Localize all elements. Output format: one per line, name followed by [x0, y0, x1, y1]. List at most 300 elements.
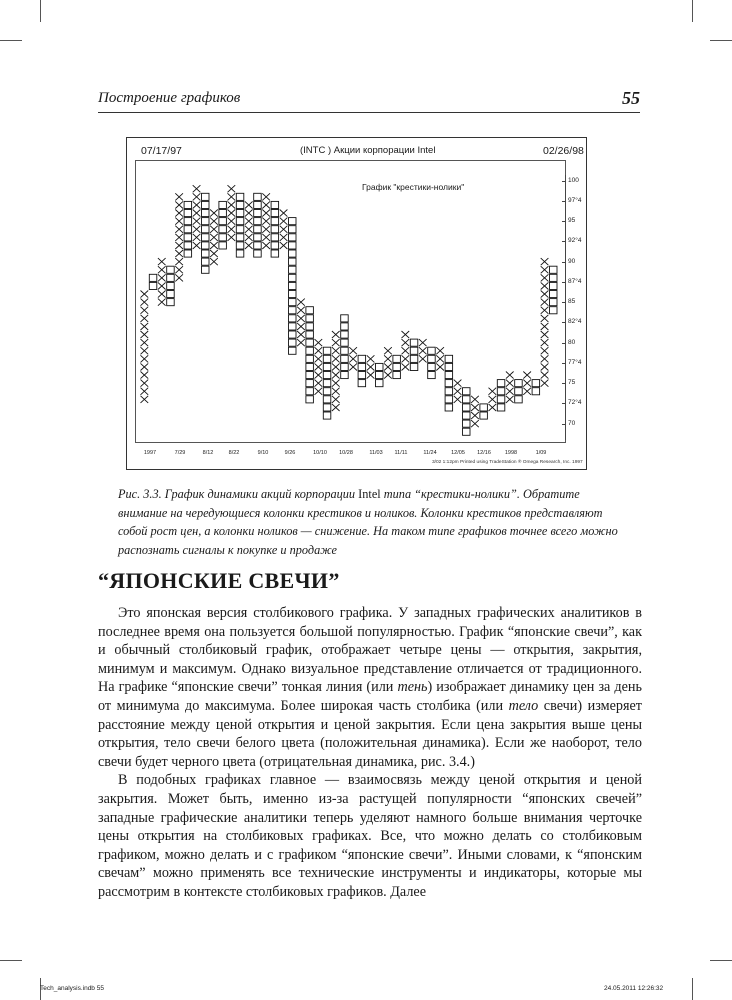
- x-tick-label: 10/10: [313, 450, 327, 456]
- o-box: [306, 380, 314, 387]
- x-box: [210, 218, 218, 225]
- x-box: [158, 274, 166, 281]
- x-box: [297, 323, 305, 330]
- o-box: [271, 242, 279, 249]
- o-box: [289, 299, 297, 306]
- x-box: [541, 331, 549, 338]
- o-box: [497, 396, 505, 403]
- o-box: [550, 291, 558, 298]
- x-box: [489, 396, 497, 403]
- x-box: [228, 210, 236, 217]
- o-box: [323, 347, 331, 354]
- x-box: [454, 380, 462, 387]
- chart-subtitle: График "крестики-нолики": [362, 182, 465, 192]
- o-box: [550, 266, 558, 273]
- x-box: [541, 323, 549, 330]
- x-box: [175, 234, 183, 241]
- x-box: [175, 258, 183, 265]
- o-box: [497, 404, 505, 411]
- x-box: [506, 380, 514, 387]
- text-run: Это японская версия столбикового графика. У западных графических аналитиков в последнее время она пользуется большой популярностью. График “японские свечи”, как и обычный столбиковый график, отображает четыре цены — открытия, закрытия, минимум и максимум. Однако визуальное представление отличается от традиционного. На графике “японские свечи” тонкая линия (или: [98, 605, 642, 696]
- o-box: [167, 291, 175, 298]
- x-box: [245, 226, 253, 233]
- o-box: [532, 380, 540, 387]
- o-box: [306, 323, 314, 330]
- x-box: [506, 372, 514, 379]
- o-box: [306, 388, 314, 395]
- x-box: [262, 193, 270, 200]
- o-box: [341, 315, 349, 322]
- x-box: [193, 193, 201, 200]
- y-tick-label: 92°4: [568, 237, 582, 245]
- o-box: [254, 234, 262, 241]
- x-box: [541, 315, 549, 322]
- x-box: [193, 210, 201, 217]
- o-box: [410, 355, 418, 362]
- o-box: [463, 396, 471, 403]
- o-box: [236, 226, 244, 233]
- o-box: [341, 331, 349, 338]
- x-box: [158, 266, 166, 273]
- o-box: [306, 315, 314, 322]
- x-box: [297, 299, 305, 306]
- o-box: [202, 250, 210, 257]
- o-box: [393, 355, 401, 362]
- chart-start-date: 07/17/97: [141, 145, 182, 157]
- x-box: [280, 234, 288, 241]
- caption-text-2: типа “крестики-нолики”. Обратите внимание на чередующиеся колонки крестиков и ноликов. Колонки крестиков представляют собой рост цен, а колонки ноликов — снижение. На таком типе графиков точнее всего можно распознать сигналы к покупке и продаже: [118, 487, 618, 557]
- chart-heading: (INTC ) Акции корпорации Intel: [300, 145, 436, 156]
- o-box: [341, 339, 349, 346]
- x-box: [228, 234, 236, 241]
- x-box: [349, 347, 357, 354]
- x-box: [141, 315, 149, 322]
- o-box: [515, 396, 523, 403]
- o-box: [532, 388, 540, 395]
- x-box: [297, 331, 305, 338]
- x-box: [245, 201, 253, 208]
- x-box: [141, 372, 149, 379]
- x-box: [210, 250, 218, 257]
- y-tick-label: 80: [568, 338, 576, 346]
- o-box: [202, 201, 210, 208]
- x-box: [262, 242, 270, 249]
- o-box: [323, 363, 331, 370]
- paragraph: [98, 604, 642, 771]
- x-box: [280, 242, 288, 249]
- o-box: [184, 250, 192, 257]
- o-box: [393, 372, 401, 379]
- o-box: [254, 210, 262, 217]
- o-box: [445, 396, 453, 403]
- o-box: [289, 266, 297, 273]
- x-tick-label: 12/16: [477, 450, 491, 456]
- o-box: [202, 193, 210, 200]
- o-box: [480, 412, 488, 419]
- x-box: [315, 372, 323, 379]
- x-box: [315, 339, 323, 346]
- x-box: [297, 307, 305, 314]
- running-header-title: Построение графиков: [98, 90, 241, 106]
- x-tick-label: 8/22: [228, 450, 240, 456]
- o-box: [254, 242, 262, 249]
- o-box: [323, 396, 331, 403]
- o-box: [289, 339, 297, 346]
- page-number: 55: [622, 88, 640, 108]
- o-box: [323, 372, 331, 379]
- x-tick-label: 11/24: [423, 450, 437, 456]
- x-box: [367, 372, 375, 379]
- x-box: [210, 258, 218, 265]
- x-box: [297, 339, 305, 346]
- x-box: [141, 291, 149, 298]
- o-box: [271, 210, 279, 217]
- x-tick-label: 7/29: [174, 450, 186, 456]
- x-box: [210, 242, 218, 249]
- o-box: [202, 210, 210, 217]
- x-box: [523, 380, 531, 387]
- o-box: [202, 266, 210, 273]
- x-tick-label: 11/11: [394, 450, 408, 456]
- x-box: [384, 355, 392, 362]
- o-box: [236, 193, 244, 200]
- o-box: [236, 218, 244, 225]
- o-box: [393, 363, 401, 370]
- o-box: [219, 242, 227, 249]
- x-box: [141, 331, 149, 338]
- o-box: [463, 404, 471, 411]
- x-box: [349, 363, 357, 370]
- o-box: [271, 201, 279, 208]
- y-tick-label: 97°4: [568, 196, 582, 204]
- x-box: [436, 355, 444, 362]
- x-box: [175, 210, 183, 217]
- o-box: [289, 250, 297, 257]
- o-box: [358, 355, 366, 362]
- o-box: [289, 307, 297, 314]
- o-box: [271, 226, 279, 233]
- x-box: [175, 226, 183, 233]
- o-box: [445, 355, 453, 362]
- o-box: [306, 372, 314, 379]
- paragraph: В подобных графиках главное — взаимосвязь между ценой открытия и ценой закрытия. Может быть, именно из-за растущей популярности “японских свечей” западные графические аналитики теперь уделяют намного больше внимания черточке цены открытия на столбиковых графиках. Все, что можно делать со столбиковым графиком, можно делать и с графиком “японские свечи”. Иными словами, к “японским свечам” можно применять все технические инструменты и индикаторы, которые мы рассмотрим в контексте столбиковых графиков. Далее: [98, 772, 642, 900]
- text-run: ) изображает динамику цен за день от минимума до максимума. Более широкая часть столбика (или: [98, 679, 642, 714]
- x-box: [228, 193, 236, 200]
- o-box: [289, 282, 297, 289]
- o-box: [358, 380, 366, 387]
- o-box: [341, 355, 349, 362]
- o-box: [428, 355, 436, 362]
- o-box: [289, 234, 297, 241]
- y-tick-label: 85: [568, 298, 576, 306]
- x-box: [141, 380, 149, 387]
- o-box: [202, 234, 210, 241]
- caption-label: Рис. 3.3.: [118, 487, 162, 501]
- x-box: [332, 388, 340, 395]
- o-box: [184, 226, 192, 233]
- x-box: [471, 412, 479, 419]
- x-box: [193, 201, 201, 208]
- x-box: [193, 218, 201, 225]
- x-box: [541, 291, 549, 298]
- x-box: [541, 339, 549, 346]
- x-box: [506, 388, 514, 395]
- o-box: [428, 372, 436, 379]
- x-tick-label: 1997: [143, 450, 157, 456]
- x-tick-label: 8/12: [202, 450, 214, 456]
- x-box: [158, 291, 166, 298]
- o-box: [497, 388, 505, 395]
- o-box: [236, 250, 244, 257]
- x-tick-label: 9/26: [284, 450, 296, 456]
- x-box: [158, 282, 166, 289]
- o-box: [445, 380, 453, 387]
- y-tick-label: 95: [568, 217, 576, 225]
- o-box: [515, 388, 523, 395]
- o-box: [184, 242, 192, 249]
- x-box: [280, 226, 288, 233]
- x-box: [541, 355, 549, 362]
- x-box: [384, 347, 392, 354]
- x-box: [262, 234, 270, 241]
- o-box: [306, 339, 314, 346]
- o-box: [289, 242, 297, 249]
- o-box: [428, 347, 436, 354]
- x-box: [141, 339, 149, 346]
- x-box: [175, 201, 183, 208]
- o-box: [167, 282, 175, 289]
- o-box: [323, 380, 331, 387]
- o-box: [358, 372, 366, 379]
- o-box: [306, 396, 314, 403]
- x-box: [245, 242, 253, 249]
- x-box: [541, 266, 549, 273]
- x-box: [541, 274, 549, 281]
- o-box: [445, 404, 453, 411]
- x-box: [419, 339, 427, 346]
- x-box: [245, 218, 253, 225]
- x-box: [541, 282, 549, 289]
- o-box: [410, 363, 418, 370]
- x-box: [175, 274, 183, 281]
- x-box: [315, 380, 323, 387]
- o-box: [167, 299, 175, 306]
- caption-company: Intel: [358, 487, 381, 501]
- o-box: [410, 339, 418, 346]
- x-box: [332, 380, 340, 387]
- o-box: [323, 388, 331, 395]
- o-box: [358, 363, 366, 370]
- o-box: [184, 218, 192, 225]
- x-box: [141, 307, 149, 314]
- x-box: [471, 396, 479, 403]
- o-box: [289, 291, 297, 298]
- x-tick-label: 1998: [504, 450, 518, 456]
- footer-timestamp: 24.05.2011 12:26:32: [604, 985, 664, 992]
- o-box: [323, 404, 331, 411]
- x-box: [332, 372, 340, 379]
- x-tick-label: 10/28: [339, 450, 353, 456]
- o-box: [289, 323, 297, 330]
- o-box: [463, 420, 471, 427]
- o-box: [219, 218, 227, 225]
- x-box: [141, 363, 149, 370]
- o-box: [202, 218, 210, 225]
- y-tick-label: 75: [568, 379, 576, 387]
- o-box: [289, 347, 297, 354]
- x-box: [262, 218, 270, 225]
- x-box: [297, 315, 305, 322]
- o-box: [306, 307, 314, 314]
- x-box: [210, 210, 218, 217]
- y-tick-label: 100: [568, 176, 579, 184]
- x-box: [141, 388, 149, 395]
- chart-end-date: 02/26/98: [543, 145, 584, 157]
- o-box: [254, 201, 262, 208]
- o-box: [289, 258, 297, 265]
- x-box: [315, 347, 323, 354]
- o-box: [236, 242, 244, 249]
- o-box: [219, 210, 227, 217]
- x-box: [193, 185, 201, 192]
- o-box: [376, 380, 384, 387]
- x-box: [245, 234, 253, 241]
- text-run: свечи) измеряет расстояние между ценой открытия и ценой закрытия. Если цена закрытия выше цены открытия, тело свечи белого цвета (положительная динамика). Если же наоборот, тело свечи будет черного цвета (отрицательная динамика, рис. 3.4.): [98, 697, 642, 770]
- o-box: [271, 250, 279, 257]
- o-box: [515, 380, 523, 387]
- x-box: [175, 250, 183, 257]
- o-box: [550, 282, 558, 289]
- o-box: [341, 347, 349, 354]
- x-box: [193, 234, 201, 241]
- x-box: [175, 242, 183, 249]
- x-box: [158, 258, 166, 265]
- o-box: [236, 234, 244, 241]
- x-box: [262, 201, 270, 208]
- body-text: [98, 604, 642, 902]
- x-box: [332, 396, 340, 403]
- x-box: [419, 355, 427, 362]
- x-box: [332, 347, 340, 354]
- x-box: [541, 307, 549, 314]
- term-shadow: тень: [397, 679, 428, 696]
- x-box: [332, 363, 340, 370]
- o-box: [202, 242, 210, 249]
- x-box: [419, 347, 427, 354]
- o-box: [550, 274, 558, 281]
- term-body: тело: [508, 697, 539, 714]
- o-box: [376, 372, 384, 379]
- o-box: [341, 372, 349, 379]
- x-box: [228, 201, 236, 208]
- x-box: [262, 226, 270, 233]
- x-box: [228, 226, 236, 233]
- o-box: [167, 266, 175, 273]
- x-box: [471, 404, 479, 411]
- figure-caption: [118, 485, 622, 559]
- o-box: [463, 412, 471, 419]
- o-box: [306, 363, 314, 370]
- o-box: [306, 347, 314, 354]
- x-box: [541, 380, 549, 387]
- o-box: [289, 315, 297, 322]
- x-box: [245, 210, 253, 217]
- caption-text-1: График динамики акций корпорации: [161, 487, 359, 501]
- x-box: [541, 372, 549, 379]
- x-box: [349, 355, 357, 362]
- x-box: [315, 355, 323, 362]
- x-box: [384, 363, 392, 370]
- x-box: [332, 404, 340, 411]
- x-box: [489, 388, 497, 395]
- x-box: [228, 218, 236, 225]
- o-box: [289, 331, 297, 338]
- x-box: [141, 299, 149, 306]
- x-box: [175, 218, 183, 225]
- x-box: [402, 363, 410, 370]
- x-box: [280, 210, 288, 217]
- x-box: [141, 347, 149, 354]
- o-box: [550, 299, 558, 306]
- o-box: [306, 331, 314, 338]
- x-box: [523, 372, 531, 379]
- o-box: [254, 218, 262, 225]
- x-box: [471, 420, 479, 427]
- x-box: [332, 331, 340, 338]
- x-box: [158, 299, 166, 306]
- o-box: [289, 274, 297, 281]
- x-box: [280, 218, 288, 225]
- x-box: [367, 355, 375, 362]
- o-box: [202, 226, 210, 233]
- footer-file-slug: Tech_analysis.indb 55: [40, 985, 104, 992]
- x-box: [141, 396, 149, 403]
- o-box: [341, 363, 349, 370]
- x-box: [315, 388, 323, 395]
- x-box: [193, 242, 201, 249]
- o-box: [236, 210, 244, 217]
- o-box: [289, 218, 297, 225]
- o-box: [236, 201, 244, 208]
- o-box: [480, 404, 488, 411]
- o-box: [184, 234, 192, 241]
- o-box: [184, 210, 192, 217]
- x-box: [402, 339, 410, 346]
- x-box: [210, 226, 218, 233]
- x-tick-label: 12/05: [451, 450, 465, 456]
- o-box: [341, 323, 349, 330]
- x-box: [402, 355, 410, 362]
- o-box: [254, 193, 262, 200]
- x-box: [193, 226, 201, 233]
- x-box: [523, 388, 531, 395]
- x-box: [436, 363, 444, 370]
- x-tick-label: 1/09: [535, 450, 547, 456]
- x-box: [506, 396, 514, 403]
- o-box: [289, 226, 297, 233]
- x-box: [541, 347, 549, 354]
- x-box: [489, 404, 497, 411]
- y-tick-label: 82°4: [568, 318, 582, 326]
- y-tick-label: 90: [568, 257, 576, 265]
- o-box: [271, 234, 279, 241]
- o-box: [184, 201, 192, 208]
- x-box: [175, 266, 183, 273]
- x-box: [367, 363, 375, 370]
- o-box: [550, 307, 558, 314]
- x-box: [332, 339, 340, 346]
- o-box: [306, 355, 314, 362]
